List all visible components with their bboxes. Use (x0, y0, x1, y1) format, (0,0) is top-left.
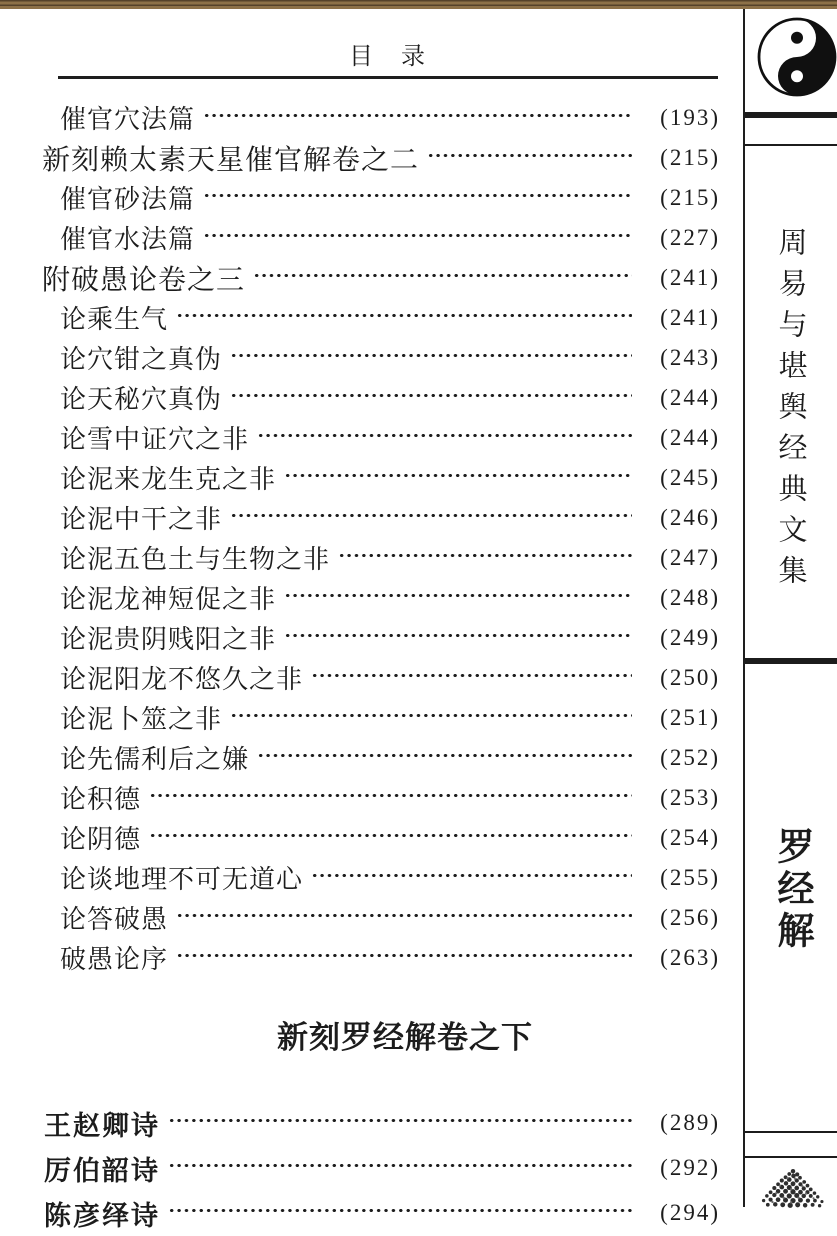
toc-entry-page-number: (193) (660, 104, 720, 130)
toc-entry-page-number: (243) (660, 344, 720, 370)
dotted-leader (284, 578, 632, 618)
poem-entry (0, 1101, 743, 1146)
dotted-leader (257, 738, 632, 778)
poem-entry (0, 1191, 743, 1236)
toc-list (0, 98, 743, 978)
toc-entry-label: 论泥龙神短促之非 (60, 585, 277, 614)
toc-entry (0, 338, 743, 378)
dotted-leader (257, 418, 632, 458)
dotted-leader (311, 858, 632, 898)
toc-entry-page-number: (251) (660, 704, 720, 730)
dotted-leader (253, 258, 632, 298)
sidebar-rule-thin-bottom-1 (745, 1131, 837, 1133)
dotted-leader (311, 658, 632, 698)
toc-header (58, 9, 718, 79)
toc-entry (0, 258, 743, 298)
toc-entry-label: 破愚论序 (60, 945, 169, 974)
dotted-leader (203, 178, 632, 218)
toc-entry-page-number: (253) (660, 784, 720, 810)
poem-entry-page-number: (294) (660, 1200, 720, 1225)
poem-entry-page-number: (289) (660, 1110, 720, 1135)
toc-entry (0, 898, 743, 938)
sidebar (743, 9, 837, 1207)
dotted-leader (203, 218, 632, 258)
toc-entry-page-number: (256) (660, 904, 720, 930)
toc-entry-page-number: (244) (660, 424, 720, 450)
poem-entry-label: 厉伯韶诗 (44, 1155, 160, 1186)
yin-yang-icon (757, 17, 837, 97)
dotted-leader (168, 1101, 632, 1146)
dotted-leader (284, 618, 632, 658)
toc-entry-label: 论谈地理不可无道心 (60, 865, 304, 894)
book-top-edge-bar (0, 0, 837, 9)
toc-entry (0, 378, 743, 418)
series-title-vertical: 周易与堪舆经典文集 (774, 227, 807, 596)
dotted-leader (338, 538, 632, 578)
dotted-leader (230, 338, 632, 378)
page-title: 目 录 (349, 44, 427, 70)
toc-entry (0, 458, 743, 498)
dotted-leader (168, 1191, 632, 1236)
dotted-leader (176, 898, 632, 938)
toc-entry-label: 论穴钳之真伪 (60, 345, 223, 374)
book-title-vertical: 罗经解 (771, 827, 812, 953)
toc-page (0, 9, 743, 1231)
poem-entry-label: 陈彦绎诗 (44, 1200, 160, 1231)
toc-entry-label: 论答破愚 (60, 905, 169, 934)
toc-entry (0, 658, 743, 698)
sidebar-rule-thick-top (745, 112, 837, 118)
toc-entry (0, 298, 743, 338)
title-rule (58, 76, 718, 79)
toc-entry-label: 论泥来龙生克之非 (60, 465, 277, 494)
toc-entry-page-number: (241) (660, 264, 720, 290)
poem-entry-page-number: (292) (660, 1155, 720, 1180)
toc-entry-page-number: (244) (660, 384, 720, 410)
toc-entry (0, 738, 743, 778)
toc-entry-label: 论乘生气 (60, 305, 169, 334)
yang-dot (791, 32, 803, 44)
toc-entry (0, 418, 743, 458)
dotted-leader (284, 458, 632, 498)
toc-entry (0, 578, 743, 618)
toc-entry-label: 论天秘穴真伪 (60, 385, 223, 414)
toc-entry-page-number: (246) (660, 504, 720, 530)
toc-entry-label: 论阴德 (60, 825, 142, 854)
sidebar-rule-thick-middle (745, 658, 837, 664)
toc-entry (0, 538, 743, 578)
toc-entry-page-number: (254) (660, 824, 720, 850)
toc-entry-label: 催官水法篇 (60, 225, 196, 254)
toc-entry-page-number: (263) (660, 944, 720, 970)
toc-entry-label: 论泥卜筮之非 (60, 705, 223, 734)
toc-entry-label: 论先儒利后之嫌 (60, 745, 250, 774)
toc-entry (0, 858, 743, 898)
dotted-leader (203, 98, 632, 138)
toc-entry (0, 498, 743, 538)
toc-entry-page-number: (241) (660, 304, 720, 330)
toc-entry-page-number: (247) (660, 544, 720, 570)
toc-entry-label: 催官穴法篇 (60, 105, 196, 134)
toc-entry-label: 催官砂法篇 (60, 185, 196, 214)
dotted-leader (176, 938, 632, 978)
dotted-leader (427, 138, 632, 178)
toc-entry-page-number: (249) (660, 624, 720, 650)
toc-entry (0, 698, 743, 738)
toc-entry-label: 新刻赖太素天星催官解卷之二 (42, 144, 420, 176)
dotted-leader (149, 818, 632, 858)
toc-entry-page-number: (245) (660, 464, 720, 490)
toc-entry-label: 论泥中干之非 (60, 505, 223, 534)
toc-entry-page-number: (227) (660, 224, 720, 250)
dotted-leader (176, 298, 632, 338)
dotted-leader (230, 498, 632, 538)
dotted-leader (230, 698, 632, 738)
toc-entry (0, 778, 743, 818)
toc-entry (0, 818, 743, 858)
sidebar-rule-thin-top (745, 144, 837, 146)
toc-entry-page-number: (215) (660, 184, 720, 210)
toc-entry-label: 附破愚论卷之三 (42, 264, 246, 296)
poem-list (0, 1101, 743, 1236)
sidebar-rule-thin-bottom-2 (745, 1156, 837, 1158)
toc-entry (0, 138, 743, 178)
dotted-leader (168, 1146, 632, 1191)
yin-dot (791, 70, 803, 82)
toc-entry-label: 论雪中证穴之非 (60, 425, 250, 454)
poem-entry-label: 王赵卿诗 (44, 1110, 160, 1141)
dotted-leader (149, 778, 632, 818)
toc-entry-page-number: (255) (660, 864, 720, 890)
toc-entry-page-number: (252) (660, 744, 720, 770)
toc-entry-label: 论泥阳龙不悠久之非 (60, 665, 304, 694)
toc-entry (0, 98, 743, 138)
toc-entry-page-number: (215) (660, 144, 720, 170)
poem-entry (0, 1146, 743, 1191)
toc-entry-label: 论泥贵阴贱阳之非 (60, 625, 277, 654)
toc-entry-label: 论泥五色土与生物之非 (60, 545, 331, 574)
toc-entry-page-number: (250) (660, 664, 720, 690)
section-header: 新刻罗经解卷之下 (277, 1019, 533, 1055)
dotted-leader (230, 378, 632, 418)
toc-entry (0, 178, 743, 218)
toc-entry (0, 218, 743, 258)
toc-entry-page-number: (248) (660, 584, 720, 610)
toc-entry-label: 论积德 (60, 785, 142, 814)
toc-entry (0, 618, 743, 658)
toc-entry (0, 938, 743, 978)
tree-engraving-image (751, 1165, 835, 1211)
